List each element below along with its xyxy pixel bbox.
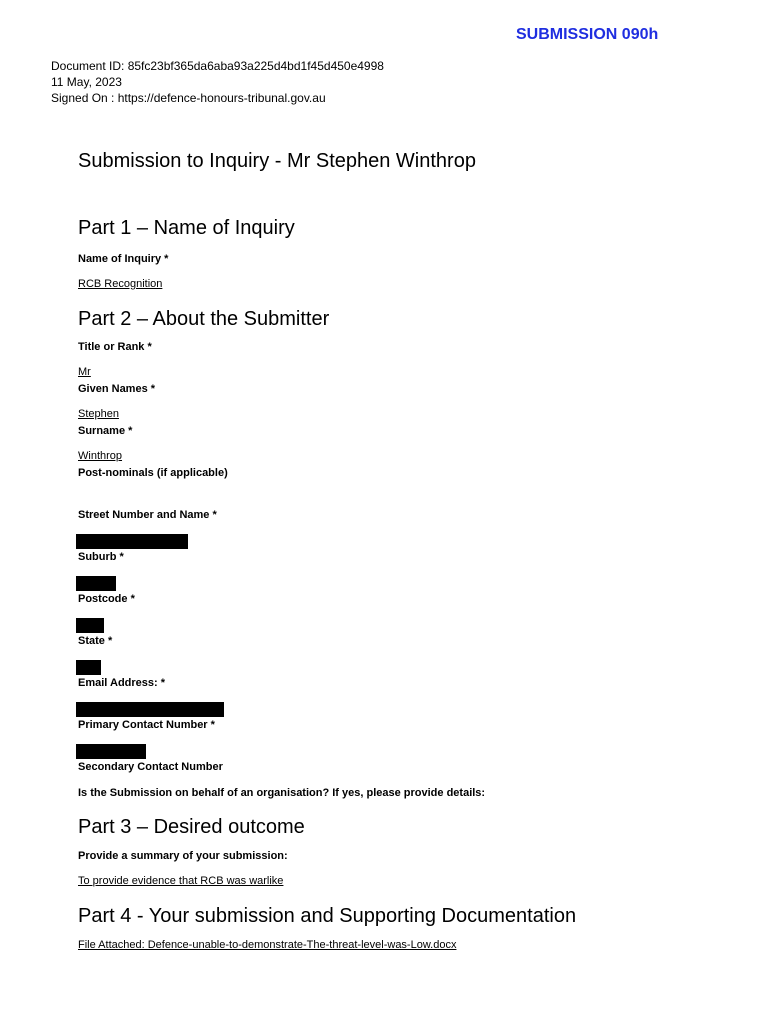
page-title: Submission to Inquiry - Mr Stephen Winthrop: [78, 150, 476, 172]
post-nominals-label: Post-nominals (if applicable): [78, 467, 228, 479]
title-rank-value: Mr: [78, 366, 91, 378]
file-attached-link[interactable]: File Attached: Defence-unable-to-demonstrate-The-threat-level-was-Low.docx: [78, 939, 457, 951]
summary-label: Provide a summary of your submission:: [78, 850, 288, 862]
primary-contact-redaction: [76, 744, 146, 759]
part3-heading: Part 3 – Desired outcome: [78, 816, 305, 838]
document-id: Document ID: 85fc23bf365da6aba93a225d4bd1f45d450e4998: [51, 59, 384, 73]
email-redaction: [76, 702, 224, 717]
state-label: State *: [78, 635, 113, 647]
suburb-label: Suburb *: [78, 551, 124, 563]
street-redaction: [76, 534, 188, 549]
part1-heading: Part 1 – Name of Inquiry: [78, 217, 295, 239]
document-date: 11 May, 2023: [51, 75, 122, 89]
signed-on: Signed On : https://defence-honours-tribunal.gov.au: [51, 91, 326, 105]
suburb-redaction: [76, 576, 116, 591]
inquiry-name-label: Name of Inquiry *: [78, 253, 169, 265]
surname-label: Surname *: [78, 425, 133, 437]
given-names-value: Stephen: [78, 408, 119, 420]
postcode-label: Postcode *: [78, 593, 135, 605]
title-rank-label: Title or Rank *: [78, 341, 152, 353]
part2-heading: Part 2 – About the Submitter: [78, 308, 330, 330]
street-label: Street Number and Name *: [78, 509, 217, 521]
submission-badge: SUBMISSION 090h: [516, 26, 659, 43]
surname-value: Winthrop: [78, 450, 123, 462]
primary-contact-label: Primary Contact Number *: [78, 719, 215, 731]
email-label: Email Address: *: [78, 677, 166, 689]
given-names-label: Given Names *: [78, 383, 156, 395]
organisation-label: Is the Submission on behalf of an organisation? If yes, please provide details:: [78, 787, 486, 799]
part4-heading: Part 4 - Your submission and Supporting Documentation: [78, 905, 577, 927]
summary-value: To provide evidence that RCB was warlike: [78, 875, 284, 887]
secondary-contact-label: Secondary Contact Number: [78, 761, 223, 773]
inquiry-name-value: RCB Recognition: [78, 278, 163, 290]
postcode-redaction: [76, 618, 104, 633]
state-redaction: [76, 660, 101, 675]
